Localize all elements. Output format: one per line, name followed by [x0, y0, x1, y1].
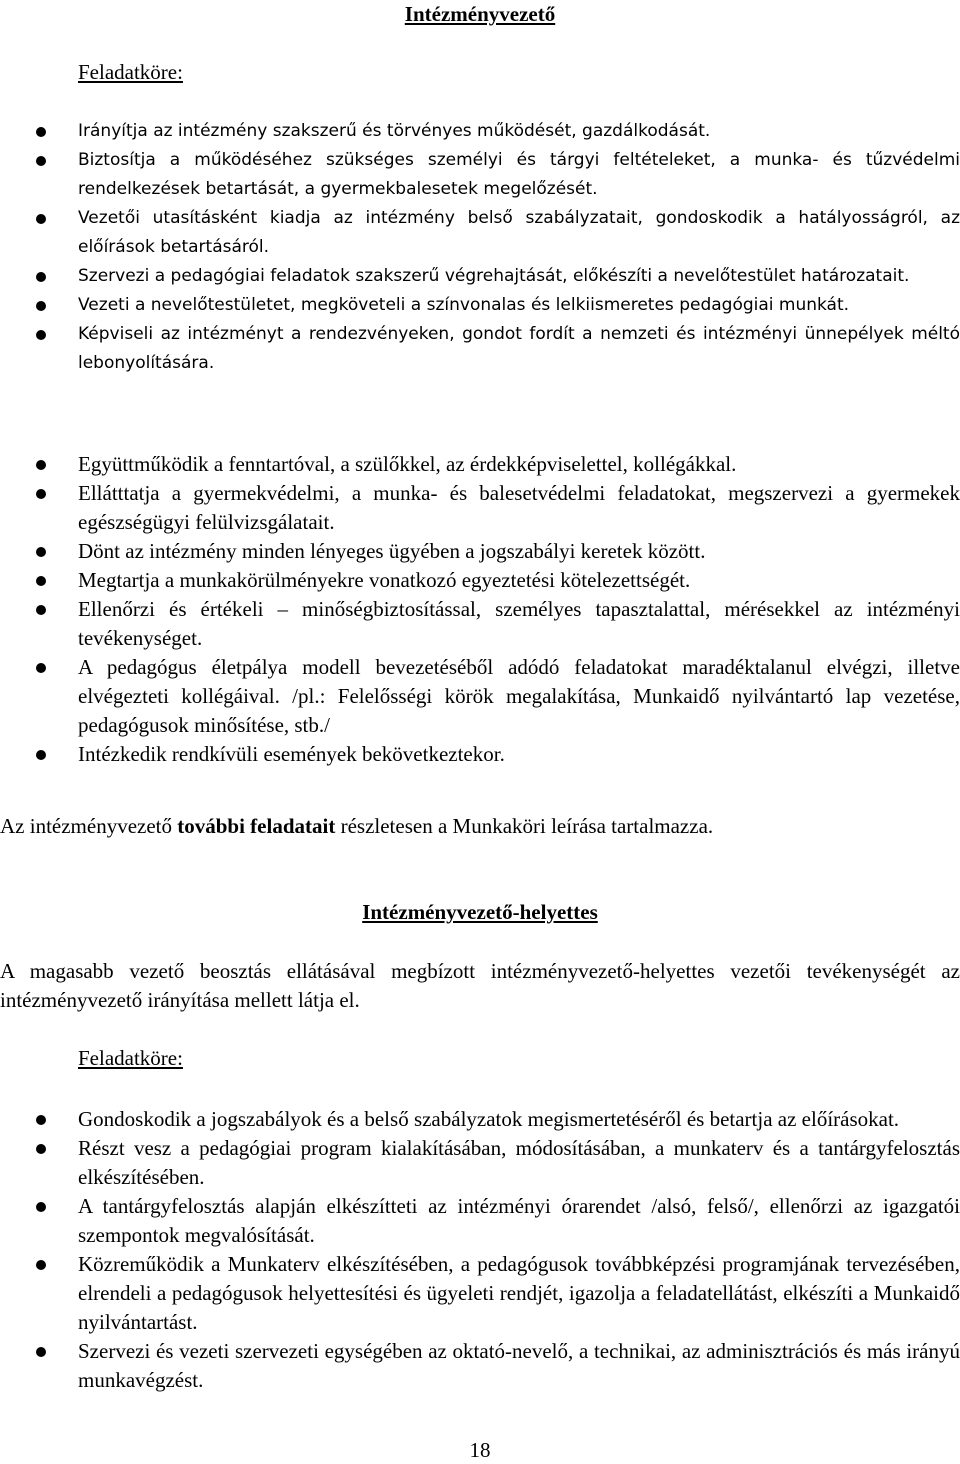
list-item: Dönt az intézmény minden lényeges ügyében a jogszabályi keretek között.: [0, 537, 960, 566]
bullet-icon: [36, 605, 46, 615]
bullet-icon: [36, 460, 46, 470]
section-title-intezmenyvezeto: Intézményvezető: [404, 2, 556, 26]
list-item: Vezetői utasításként kiadja az intézmény belső szabályzatait, gondoskodik a hatályosságról, az előírások betartásáról.: [0, 204, 960, 262]
bullet-icon: [36, 1115, 46, 1125]
deputy-intro: A magasabb vezető beosztás ellátásával megbízott intézményvezető-helyettes vezetői tevékenységét az intézményvezető irányítása mellett látja el.: [0, 959, 960, 1012]
duties-list: [0, 117, 960, 378]
page-number: 18: [469, 1438, 491, 1462]
bullet-icon: [36, 576, 46, 586]
list-item: Ellenőrzi és értékeli – minőségbiztosítással, személyes tapasztalattal, mérésekkel az intézményi tevékenységet.: [0, 595, 960, 653]
bullet-icon: [36, 1260, 46, 1270]
bullet-icon: [36, 156, 46, 166]
bullet-icon: [36, 750, 46, 760]
list-item: Szervezi és vezeti szervezeti egységében az oktató-nevelő, a technikai, az adminisztrációs és más irányú munkavégzést.: [0, 1337, 960, 1395]
list-item: Gondoskodik a jogszabályok és a belső szabályzatok megismertetéséről és betartja az előírásokat.: [0, 1105, 960, 1134]
list-item: Vezeti a nevelőtestületet, megköveteli a színvonalas és lelkiismeretes pedagógiai munkát.: [0, 291, 960, 320]
section-title-helyettes: Intézményvezető-helyettes: [362, 900, 598, 924]
list-item: Megtartja a munkakörülményekre vonatkozó egyeztetési kötelezettségét.: [0, 566, 960, 595]
list-item: Együttműködik a fenntartóval, a szülőkkel, az érdekképviselettel, kollégákkal.: [0, 450, 960, 479]
deputy-duties-list: [0, 1105, 960, 1395]
bullet-icon: [36, 301, 46, 311]
bullet-icon: [36, 663, 46, 673]
bullet-icon: [36, 1202, 46, 1212]
list-item: Ellátttatja a gyermekvédelmi, a munka- és balesetvédelmi feladatokat, megszervezi a gyermekek egészségügyi felülvizsgálatait.: [0, 479, 960, 537]
bullet-icon: [36, 127, 46, 137]
list-item: A tantárgyfelosztás alapján elkészítteti az intézményi órarendet /alsó, felső/, ellenőrzi az igazgatói szempontok megvalósítását.: [0, 1192, 960, 1250]
bullet-icon: [36, 547, 46, 557]
list-item: Irányítja az intézmény szakszerű és törvényes működését, gazdálkodását.: [0, 117, 960, 146]
additional-duties-note: Az intézményvezető további feladatait részletesen a Munkaköri leírása tartalmazza.: [0, 814, 714, 838]
list-item: Intézkedik rendkívüli események bekövetkeztekor.: [0, 740, 960, 769]
section-label-feladatkore: Feladatköre:: [78, 60, 183, 84]
list-item: A pedagógus életpálya modell bevezetéséből adódó feladatokat maradéktalanul elvégzi, illetve elvégezteti kollégáival. /pl.: Felelősségi körök megalakítása, Munkaidő nyilvántartó lap vezetése, pedagógusok minősítése, stb./: [0, 653, 960, 740]
bullet-icon: [36, 1347, 46, 1357]
bullet-icon: [36, 489, 46, 499]
list-item: Szervezi a pedagógiai feladatok szakszerű végrehajtását, előkészíti a nevelőtestület határozatait.: [0, 262, 960, 291]
duties-list-continued: [0, 450, 960, 769]
bullet-icon: [36, 1144, 46, 1154]
bullet-icon: [36, 214, 46, 224]
list-item: Képviseli az intézményt a rendezvényeken, gondot fordít a nemzeti és intézményi ünnepélyek méltó lebonyolítására.: [0, 320, 960, 378]
list-item: Részt vesz a pedagógiai program kialakításában, módosításában, a munkaterv és a tantárgyfelosztás elkészítésében.: [0, 1134, 960, 1192]
bullet-icon: [36, 272, 46, 282]
list-item: Biztosítja a működéséhez szükséges személyi és tárgyi feltételeket, a munka- és tűzvédelmi rendelkezések betartását, a gyermekbalesetek megelőzését.: [0, 146, 960, 204]
bullet-icon: [36, 330, 46, 340]
section-label-feladatkore-2: Feladatköre:: [78, 1046, 183, 1070]
list-item: Közreműködik a Munkaterv elkészítésében, a pedagógusok továbbképzési programjának tervezésében, elrendeli a pedagógusok helyettesítési és ügyeleti rendjét, igazolja a feladatellátást, elkészíti a Munkaidő nyilvántartást.: [0, 1250, 960, 1337]
